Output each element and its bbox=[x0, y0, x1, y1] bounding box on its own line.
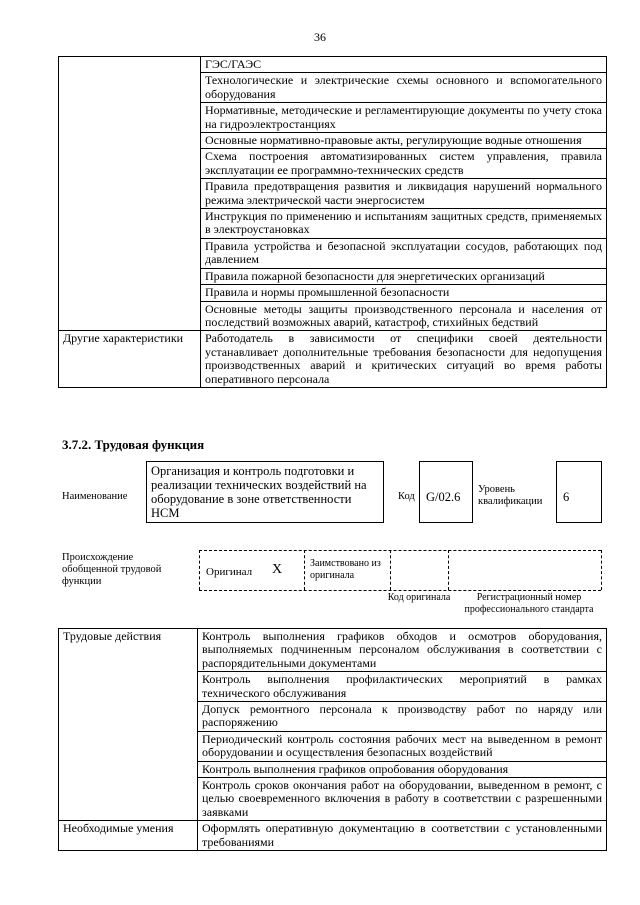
code-original-caption: Код оригинала bbox=[387, 592, 451, 603]
row-text: Основные нормативно-правовые акты, регулирующие водные отношения bbox=[201, 133, 607, 149]
row-text: Инструкция по применению и испытаниям защитных средств, применяемых в электроустановках bbox=[201, 209, 607, 239]
reg-number-caption: Регистрационный номер профессионального стандарта bbox=[464, 592, 594, 615]
row-text: Правила предотвращения развития и ликвидация нарушений нормального режима электрической части энергосистем bbox=[201, 179, 607, 209]
row-label: Трудовые действия bbox=[59, 629, 198, 821]
row-text: Оформлять оперативную документацию в соответствии с установленными требованиями bbox=[198, 821, 607, 851]
table-row bbox=[59, 821, 607, 851]
knowledge-table bbox=[58, 56, 607, 388]
origin-bottom-border bbox=[199, 590, 601, 591]
code-box: G/02.6 bbox=[419, 461, 473, 523]
row-text: Основные методы защиты производственного персонала и населения от последствий возможных аварий, катастроф, стихийных бедствий bbox=[201, 301, 607, 331]
row-label: Другие характеристики bbox=[59, 331, 201, 388]
row-text: Периодический контроль состояния рабочих мест на выведенном в ремонт оборудовании и осуществления безопасных воздействий bbox=[198, 731, 607, 761]
row-text: Контроль выполнения профилактических мероприятий в рамках технического обслуживания bbox=[198, 672, 607, 702]
row-text: Технологические и электрические схемы основного и вспомогательного оборудования bbox=[201, 73, 607, 103]
row-text: Правила и нормы промышленной безопасности bbox=[201, 285, 607, 301]
origin-label: Происхождение обобщенной трудовой функции bbox=[62, 552, 162, 587]
origin-top-border bbox=[199, 550, 601, 551]
row-label: Необходимые умения bbox=[59, 821, 198, 851]
origin-divider bbox=[448, 550, 449, 590]
origin-divider bbox=[601, 550, 602, 590]
table-row bbox=[59, 629, 607, 672]
row-text: Нормативные, методические и регламентирующие документы по учету стока на гидроэлектростанциях bbox=[201, 103, 607, 133]
table-row bbox=[59, 331, 607, 388]
borrowed-label: Заимствовано из оригинала bbox=[310, 558, 381, 581]
row-text: Контроль выполнения графиков опробования оборудования bbox=[198, 761, 607, 777]
original-mark: X bbox=[272, 562, 283, 577]
code-label: Код bbox=[398, 491, 415, 502]
labor-actions-table bbox=[58, 628, 607, 851]
origin-divider bbox=[390, 550, 391, 590]
function-name-box: Организация и контроль подготовки и реализации технических воздействий на оборудование в зоне ответственности НСМ bbox=[146, 461, 384, 523]
level-box: 6 bbox=[556, 461, 602, 523]
name-label: Наименование bbox=[62, 491, 128, 502]
section-title: 3.7.2. Трудовая функция bbox=[62, 437, 205, 452]
level-label: Уровень квалификации bbox=[478, 484, 543, 507]
page-number: 36 bbox=[314, 30, 326, 44]
row-text: Контроль сроков окончания работ на оборудовании, выведенном в ремонт, с целью своевременного включения в работу в соответствии с разрешенными заявками bbox=[198, 778, 607, 821]
origin-divider bbox=[304, 550, 305, 590]
origin-divider bbox=[199, 550, 200, 590]
row-text: Правила пожарной безопасности для энергетических организаций bbox=[201, 268, 607, 284]
original-label: Оригинал bbox=[206, 566, 253, 578]
row-text: Допуск ремонтного персонала к производству работ по наряду или распоряжению bbox=[198, 702, 607, 732]
table-row bbox=[59, 57, 607, 73]
row-text: Контроль выполнения графиков обходов и осмотров оборудования, выполняемых подчиненным персоналом обслуживания в соответствии с распорядительными документами bbox=[198, 629, 607, 672]
row-text: ГЭС/ГАЭС bbox=[201, 57, 607, 73]
row-label bbox=[59, 57, 201, 331]
row-text: Работодатель в зависимости от специфики своей деятельности устанавливает дополнительные требования безопасности для недопущения производственных аварий и критических ситуаций во время работы оперативного персонала bbox=[201, 331, 607, 388]
row-text: Схема построения автоматизированных систем управления, правила эксплуатации ее программно-технических средств bbox=[201, 149, 607, 179]
row-text: Правила устройства и безопасной эксплуатации сосудов, работающих под давлением bbox=[201, 238, 607, 268]
